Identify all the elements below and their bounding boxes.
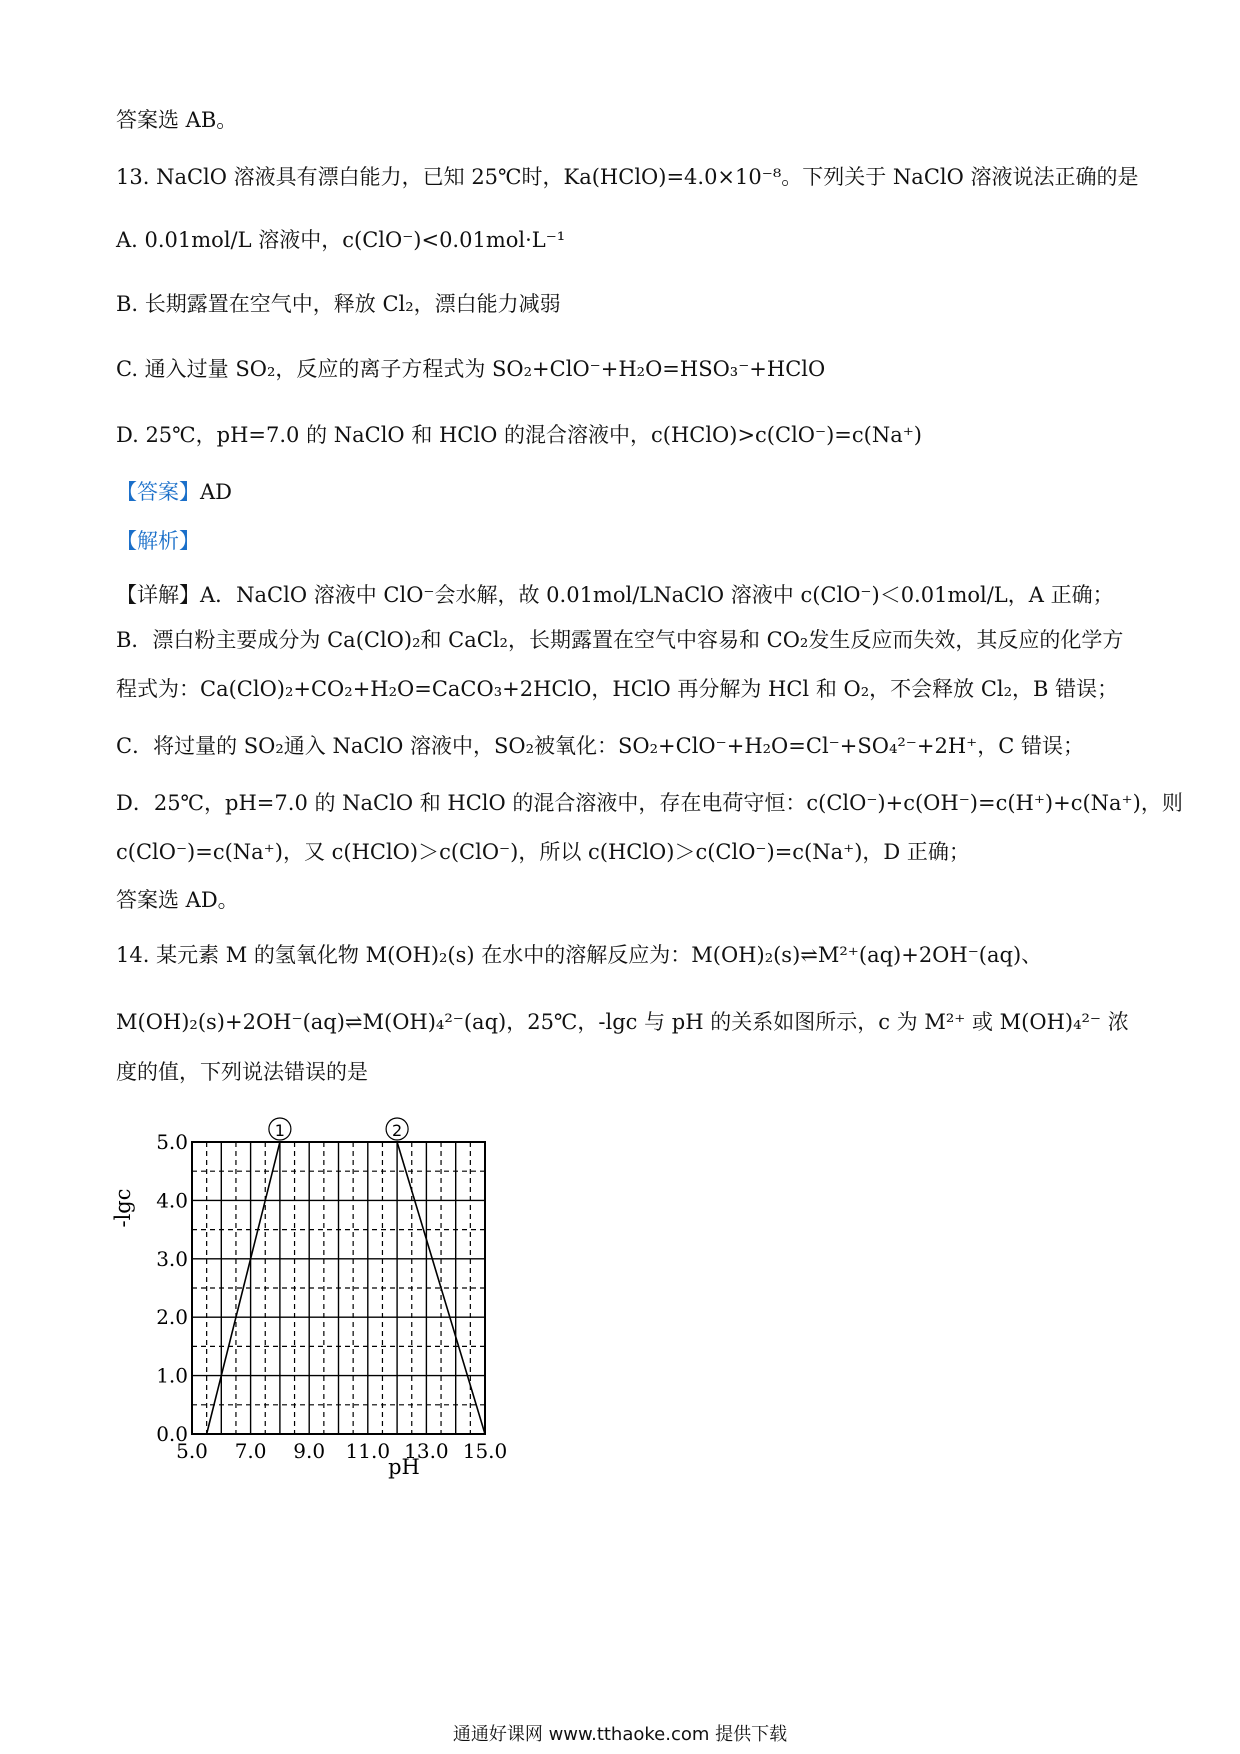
question-13-option-a: A. 0.01mol/L 溶液中，c(ClO⁻)<0.01mol·L⁻¹ — [116, 228, 566, 252]
question-13-option-d: D. 25℃，pH=7.0 的 NaClO 和 HClO 的混合溶液中，c(HClO)>c(ClO⁻)=c(Na⁺) — [116, 423, 922, 447]
footer-credit: 通通好课网 www.tthaoke.com 提供下载 — [452, 1724, 788, 1745]
detail-line-1: 【详解】A．NaClO 溶液中 ClO⁻会水解，故 0.01mol/LNaClO 溶液中 c(ClO⁻)＜0.01mol/L，A 正确； — [116, 583, 1114, 607]
series-label-1: 1 — [274, 1121, 285, 1140]
x-axis-label: pH — [388, 1455, 420, 1479]
x-tick-label: 11.0 — [345, 1439, 391, 1463]
detail-line-5: D．25℃，pH=7.0 的 NaClO 和 HClO 的混合溶液中，存在电荷守恒：c(ClO⁻)+c(OH⁻)=c(H⁺)+c(Na⁺)，则 — [116, 791, 1183, 815]
series-label-2: 2 — [392, 1121, 403, 1140]
y-tick-label: 1.0 — [156, 1363, 188, 1388]
x-tick-label: 7.0 — [234, 1439, 267, 1463]
question-13-option-c: C. 通入过量 SO₂，反应的离子方程式为 SO₂+ClO⁻+H₂O=HSO₃⁻+HClO — [116, 357, 826, 381]
detail-line-2: B．漂白粉主要成分为 Ca(ClO)₂和 CaCl₂，长期露置在空气中容易和 CO₂发生反应而失效，其反应的化学方 — [116, 628, 1124, 652]
y-tick-label: 4.0 — [156, 1188, 188, 1213]
x-tick-labels — [176, 1439, 507, 1463]
detail-line-4: C．将过量的 SO₂通入 NaClO 溶液中，SO₂被氧化：SO₂+ClO⁻+H₂O=Cl⁻+SO₄²⁻+2H⁺，C 错误； — [116, 734, 1084, 758]
analysis-tag: 【解析】 — [116, 529, 200, 553]
y-tick-label: 3.0 — [156, 1246, 188, 1271]
y-tick-labels — [156, 1130, 188, 1446]
question-14-stem-1: 14. 某元素 M 的氢氧化物 M(OH)₂(s) 在水中的溶解反应为：M(OH)₂(s)⇌M²⁺(aq)+2OH⁻(aq)、 — [116, 943, 1043, 967]
answer-block — [116, 480, 232, 505]
x-tick-label: 15.0 — [462, 1439, 508, 1463]
answer-tag: 【答案】 — [116, 480, 200, 504]
y-tick-label: 0.0 — [156, 1422, 188, 1446]
detail-line-3: 程式为：Ca(ClO)₂+CO₂+H₂O=CaCO₃+2HClO，HClO 再分解为 HCl 和 O₂，不会释放 Cl₂，B 错误； — [116, 677, 1119, 701]
series-lines — [207, 1118, 485, 1434]
question-14-stem-2: M(OH)₂(s)+2OH⁻(aq)⇌M(OH)₄²⁻(aq)，25℃，-lgc 与 pH 的关系如图所示，c 为 M²⁺ 或 M(OH)₄²⁻ 浓 — [116, 1010, 1129, 1034]
y-axis-label: -lgc — [111, 1188, 135, 1228]
detail-line-7: 答案选 AD。 — [116, 888, 239, 912]
question-13-stem: 13. NaClO 溶液具有漂白能力，已知 25℃时，Ka(HClO)=4.0×10⁻⁸。下列关于 NaClO 溶液说法正确的是 — [116, 165, 1139, 189]
answer-value: AD — [200, 480, 233, 504]
detail-line-6: c(ClO⁻)=c(Na⁺)，又 c(HClO)＞c(ClO⁻)，所以 c(HClO)＞c(ClO⁻)=c(Na⁺)，D 正确； — [116, 840, 970, 864]
x-tick-label: 5.0 — [176, 1439, 208, 1463]
question-14-stem-3: 度的值，下列说法错误的是 — [116, 1060, 368, 1084]
x-tick-label: 13.0 — [404, 1439, 449, 1463]
x-tick-label: 9.0 — [293, 1439, 326, 1463]
answer-line-prev: 答案选 AB。 — [116, 108, 238, 132]
y-tick-label: 5.0 — [156, 1130, 188, 1154]
question-13-option-b: B. 长期露置在空气中，释放 Cl₂，漂白能力减弱 — [116, 292, 561, 316]
y-tick-label: 2.0 — [156, 1305, 188, 1330]
ph-lgc-chart — [111, 1118, 518, 1498]
